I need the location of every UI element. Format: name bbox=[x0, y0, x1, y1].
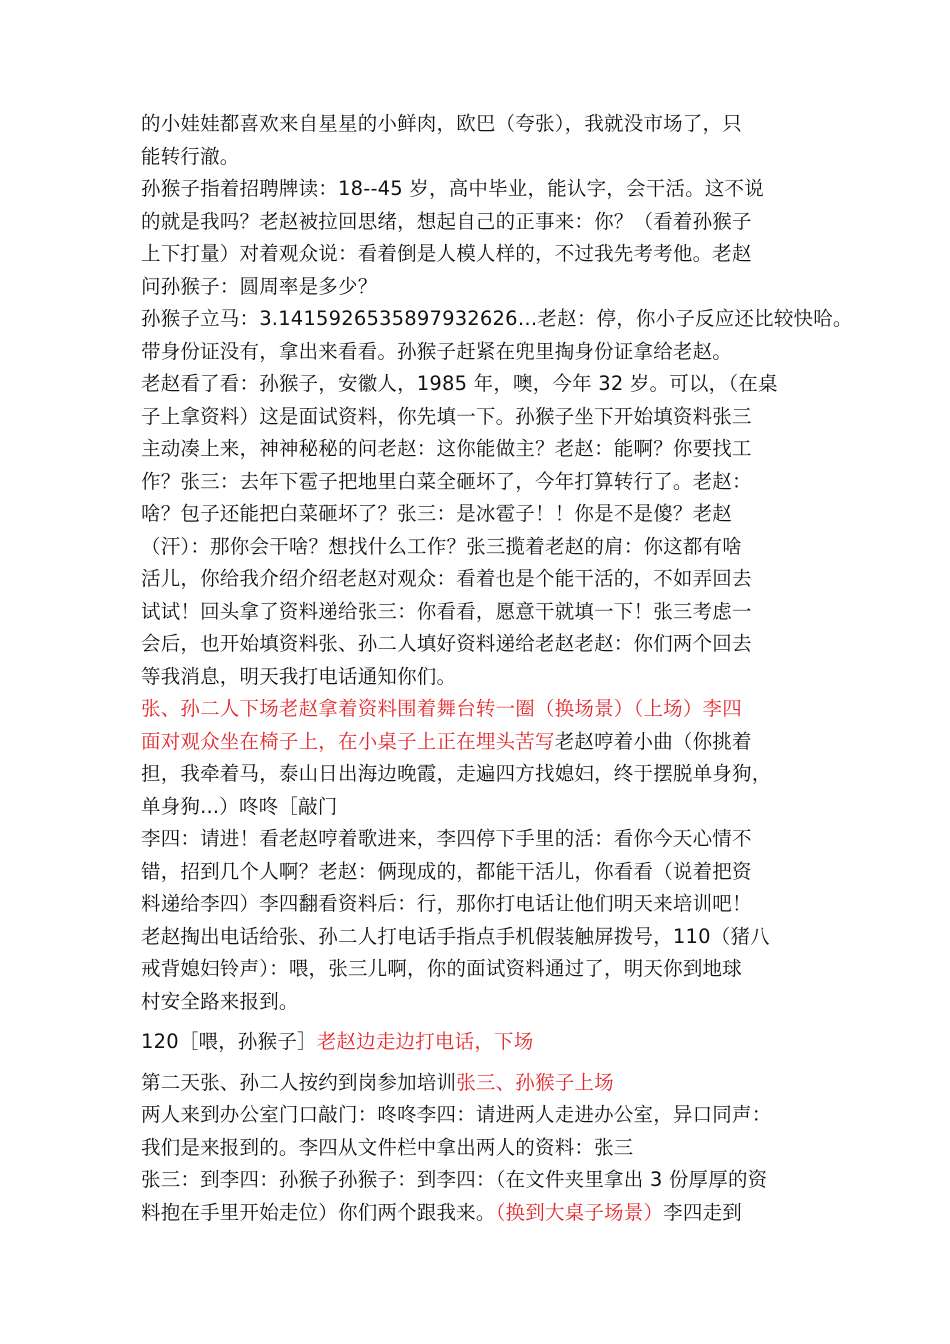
text-line bbox=[141, 1197, 833, 1230]
dialogue-text: 作？张三：去年下雹子把地里白菜全砸坏了，今年打算转行了。老赵： bbox=[141, 469, 752, 493]
dialogue-text: 主动凑上来，神神秘秘的问老赵：这你能做主？老赵：能啊？你要找工 bbox=[141, 437, 752, 460]
dialogue-text: 带身份证没有，拿出来看看。孙猴子赶紧在兜里掏身份证拿给老赵。 bbox=[141, 339, 733, 363]
dialogue-text: 李四：请进！看老赵哼着歌进来，李四停下手里的活：看你今天心情不 bbox=[141, 827, 752, 850]
text-line bbox=[141, 206, 833, 239]
dialogue-text: 孙猴子立马：3.141592653589793262​6…老赵：停，你小子反应还比较快哈。 bbox=[141, 307, 853, 330]
dialogue-text: 单身狗...）咚咚［敲门 bbox=[141, 794, 338, 818]
dialogue-text: 村安全路来报到。 bbox=[141, 989, 299, 1013]
text-line bbox=[141, 888, 833, 921]
text-line bbox=[141, 303, 853, 336]
text-line bbox=[141, 563, 833, 596]
text-line bbox=[141, 466, 833, 499]
text-line bbox=[141, 336, 833, 369]
dialogue-text: 会后，也开始填资料张、孙二人填好资料递给老赵老赵：你们两个回去 bbox=[141, 632, 752, 655]
text-line bbox=[141, 1132, 833, 1165]
stage-direction-text: 面对观众坐在椅子上，在小桌子上正在埋头苦写 bbox=[141, 729, 555, 753]
dialogue-text: 李四走到 bbox=[663, 1200, 742, 1224]
dialogue-text: 担，我牵着马，泰山日出海边晚霞，走遍四方找媳妇，终于摆脱单身狗， bbox=[141, 762, 772, 785]
text-line bbox=[141, 1164, 833, 1197]
dialogue-text: 两人来到办公室门口敲门：咚咚李四：请进两人走进办公室，异口同声： bbox=[141, 1103, 772, 1126]
dialogue-text: 的小娃娃都喜欢来自星星的小鲜肉，欧巴（夸张），我就没市场了，只 bbox=[141, 112, 742, 135]
text-line bbox=[141, 661, 833, 694]
text-line bbox=[141, 498, 833, 531]
text-line bbox=[141, 986, 833, 1019]
text-line bbox=[141, 953, 833, 986]
text-line bbox=[141, 141, 833, 174]
dialogue-text: （汗）：那你会干啥？想找什么工作？张三揽着老赵的肩：你这都有啥 bbox=[141, 534, 742, 558]
dialogue-text: 我们是来报到的。李四从文件栏中拿出两人的资料：张三 bbox=[141, 1135, 634, 1159]
stage-direction-text: （换到大桌子场景） bbox=[495, 1200, 664, 1224]
text-line bbox=[141, 368, 833, 401]
dialogue-text: 错，招到几个人啊？老赵：俩现成的，都能干活儿，你看看（说着把资 bbox=[141, 859, 752, 883]
dialogue-text: 老赵掏出电话给张、孙二人打电话手指点手机假装触屏拨号，110（猪八 bbox=[141, 924, 770, 948]
script-text-body bbox=[141, 108, 853, 1229]
dialogue-text: 问孙猴子：圆周率是多少？ bbox=[141, 274, 378, 298]
text-line bbox=[141, 401, 833, 434]
dialogue-text: 活儿，你给我介绍介绍老赵对观众：看着也是个能干活的，不如弄回去 bbox=[141, 567, 752, 590]
text-line bbox=[141, 108, 833, 141]
text-line bbox=[141, 238, 833, 271]
dialogue-text: 等我消息，明天我打电话通知你们。 bbox=[141, 664, 457, 688]
text-line bbox=[141, 271, 833, 304]
text-line bbox=[141, 758, 833, 791]
text-line bbox=[141, 1067, 833, 1100]
dialogue-text: 张三：到李四：孙猴子孙猴子：到李四：（在文件夹里拿出 3 份厚厚的资 bbox=[141, 1168, 768, 1191]
text-line bbox=[141, 1099, 833, 1132]
text-line bbox=[141, 433, 833, 466]
dialogue-text: 子上拿资料）这是面试资料，你先填一下。孙猴子坐下开始填资料张三 bbox=[141, 404, 752, 428]
text-line bbox=[141, 173, 833, 206]
dialogue-text: 啥？包子还能把白菜砸坏了？张三：是冰雹子！！你是不是傻？老赵 bbox=[141, 502, 733, 525]
dialogue-text: 老赵看了看：孙猴子，安徽人，1985 年，噢，今年 32 岁。可以，（在桌 bbox=[141, 372, 778, 395]
dialogue-text: 120［喂，孙猴子］ bbox=[141, 1030, 317, 1053]
paragraph-gap bbox=[141, 1059, 833, 1067]
text-line bbox=[141, 531, 833, 564]
text-line bbox=[141, 628, 833, 661]
text-line bbox=[141, 596, 833, 629]
stage-direction-text: 张三、孙猴子上场 bbox=[456, 1070, 614, 1094]
dialogue-text: 料抱在手里开始走位）你们两个跟我来。 bbox=[141, 1200, 496, 1224]
dialogue-text: 上下打量）对着观众说：看着倒是人模人样的，不过我先考考他。老赵 bbox=[141, 242, 752, 265]
text-line bbox=[141, 693, 833, 726]
dialogue-text: 的就是我吗？老赵被拉回思绪，想起自己的正事来：你？（看着孙猴子 bbox=[141, 209, 752, 233]
text-line bbox=[141, 823, 833, 856]
dialogue-text: 能转行澈。 bbox=[141, 144, 240, 168]
stage-direction-text: 张、孙二人下场老赵拿着资料围着舞台转一圈（换场景）（上场）李四 bbox=[141, 697, 742, 720]
dialogue-text: 戒背媳妇铃声）：喂，张三儿啊，你的面试资料通过了，明天你到地球 bbox=[141, 957, 742, 980]
stage-direction-text: 老赵边走边打电话，下场 bbox=[316, 1030, 534, 1053]
text-line bbox=[141, 791, 833, 824]
dialogue-text: 孙猴子指着招聘牌读：18--45 岁，高中毕业，能认字，会干活。这不说 bbox=[141, 177, 764, 200]
text-line bbox=[141, 726, 833, 759]
paragraph-gap bbox=[141, 1018, 833, 1026]
dialogue-text: 老赵哼着小曲（你挑着 bbox=[554, 729, 752, 753]
dialogue-text: 料递给李四）李四翻看资料后：行，那你打电话让他们明天来培训吧！ bbox=[141, 892, 752, 915]
dialogue-text: 试试！回头拿了资料递给张三：你看看，愿意干就填一下！张三考虑一 bbox=[141, 599, 752, 623]
dialogue-text: 第二天张、孙二人按约到岗参加培训 bbox=[141, 1070, 457, 1094]
text-line bbox=[141, 1026, 833, 1059]
text-line bbox=[141, 856, 833, 889]
text-line bbox=[141, 921, 833, 954]
